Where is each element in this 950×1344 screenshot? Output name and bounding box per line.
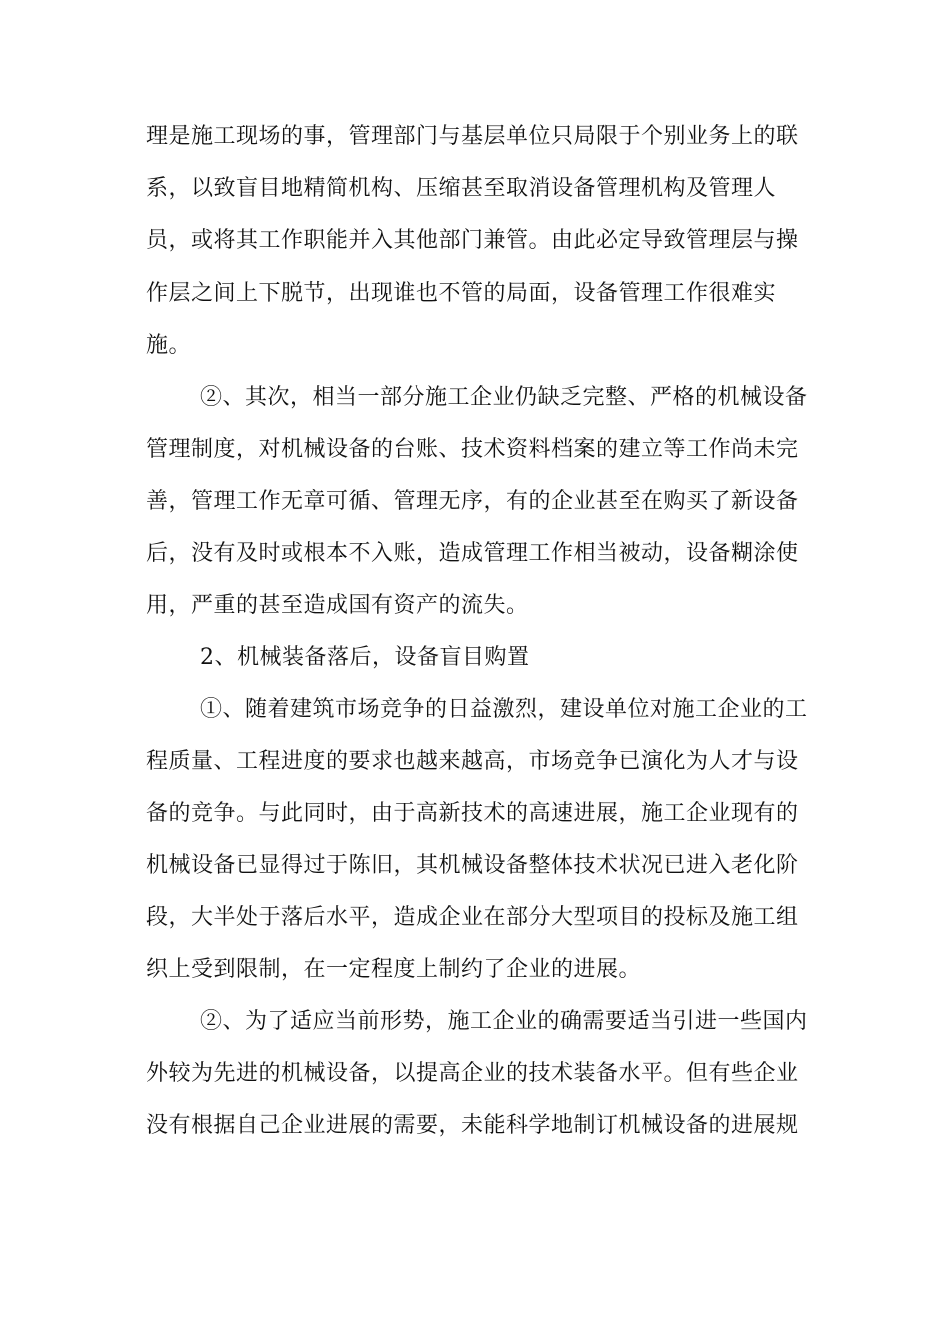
text-line: 作层之间上下脱节，出现谁也不管的局面，设备管理工作很难实 bbox=[146, 281, 777, 306]
text-line: 机械设备已显得过于陈旧，其机械设备整体技术状况已进入老化阶 bbox=[146, 853, 799, 878]
text-line: 员，或将其工作职能并入其他部门兼管。由此必定导致管理层与操 bbox=[146, 228, 799, 253]
text-line: 备的竞争。与此同时，由于高新技术的高速进展，施工企业现有的 bbox=[146, 801, 799, 826]
text-line: 系，以致盲目地精简机构、压缩甚至取消设备管理机构及管理人 bbox=[146, 176, 777, 201]
text-line: 管理制度，对机械设备的台账、技术资料档案的建立等工作尚未完 bbox=[146, 437, 799, 462]
text-line: 没有根据自己企业进展的需要，未能科学地制订机械设备的进展规 bbox=[146, 1113, 799, 1138]
text-line: 程质量、工程进度的要求也越来越高，市场竞争已演化为人才与设 bbox=[146, 749, 799, 774]
text-line: 理是施工现场的事，管理部门与基层单位只局限于个别业务上的联 bbox=[146, 124, 799, 149]
paragraph-start: ①、随着建筑市场竞争的日益激烈，建设单位对施工企业的工 bbox=[200, 697, 808, 722]
text-line: 织上受到限制，在一定程度上制约了企业的进展。 bbox=[146, 957, 642, 982]
paragraph-start: ②、其次，相当一部分施工企业仍缺乏完整、严格的机械设备 bbox=[200, 385, 808, 410]
paragraph-start: ②、为了适应当前形势，施工企业的确需要适当引进一些国内 bbox=[200, 1009, 808, 1034]
text-line: 段，大半处于落后水平，造成企业在部分大型项目的投标及施工组 bbox=[146, 905, 799, 930]
text-line: 施。 bbox=[146, 333, 192, 358]
text-line: 后，没有及时或根本不入账，造成管理工作相当被动，设备糊涂使 bbox=[146, 541, 799, 566]
text-line: 用，严重的甚至造成国有资产的流失。 bbox=[146, 593, 529, 618]
text-line: 善，管理工作无章可循、管理无序，有的企业甚至在购买了新设备 bbox=[146, 489, 799, 514]
section-heading: 2、机械装备落后，设备盲目购置 bbox=[200, 645, 530, 670]
text-line: 外较为先进的机械设备，以提高企业的技术装备水平。但有些企业 bbox=[146, 1061, 799, 1086]
